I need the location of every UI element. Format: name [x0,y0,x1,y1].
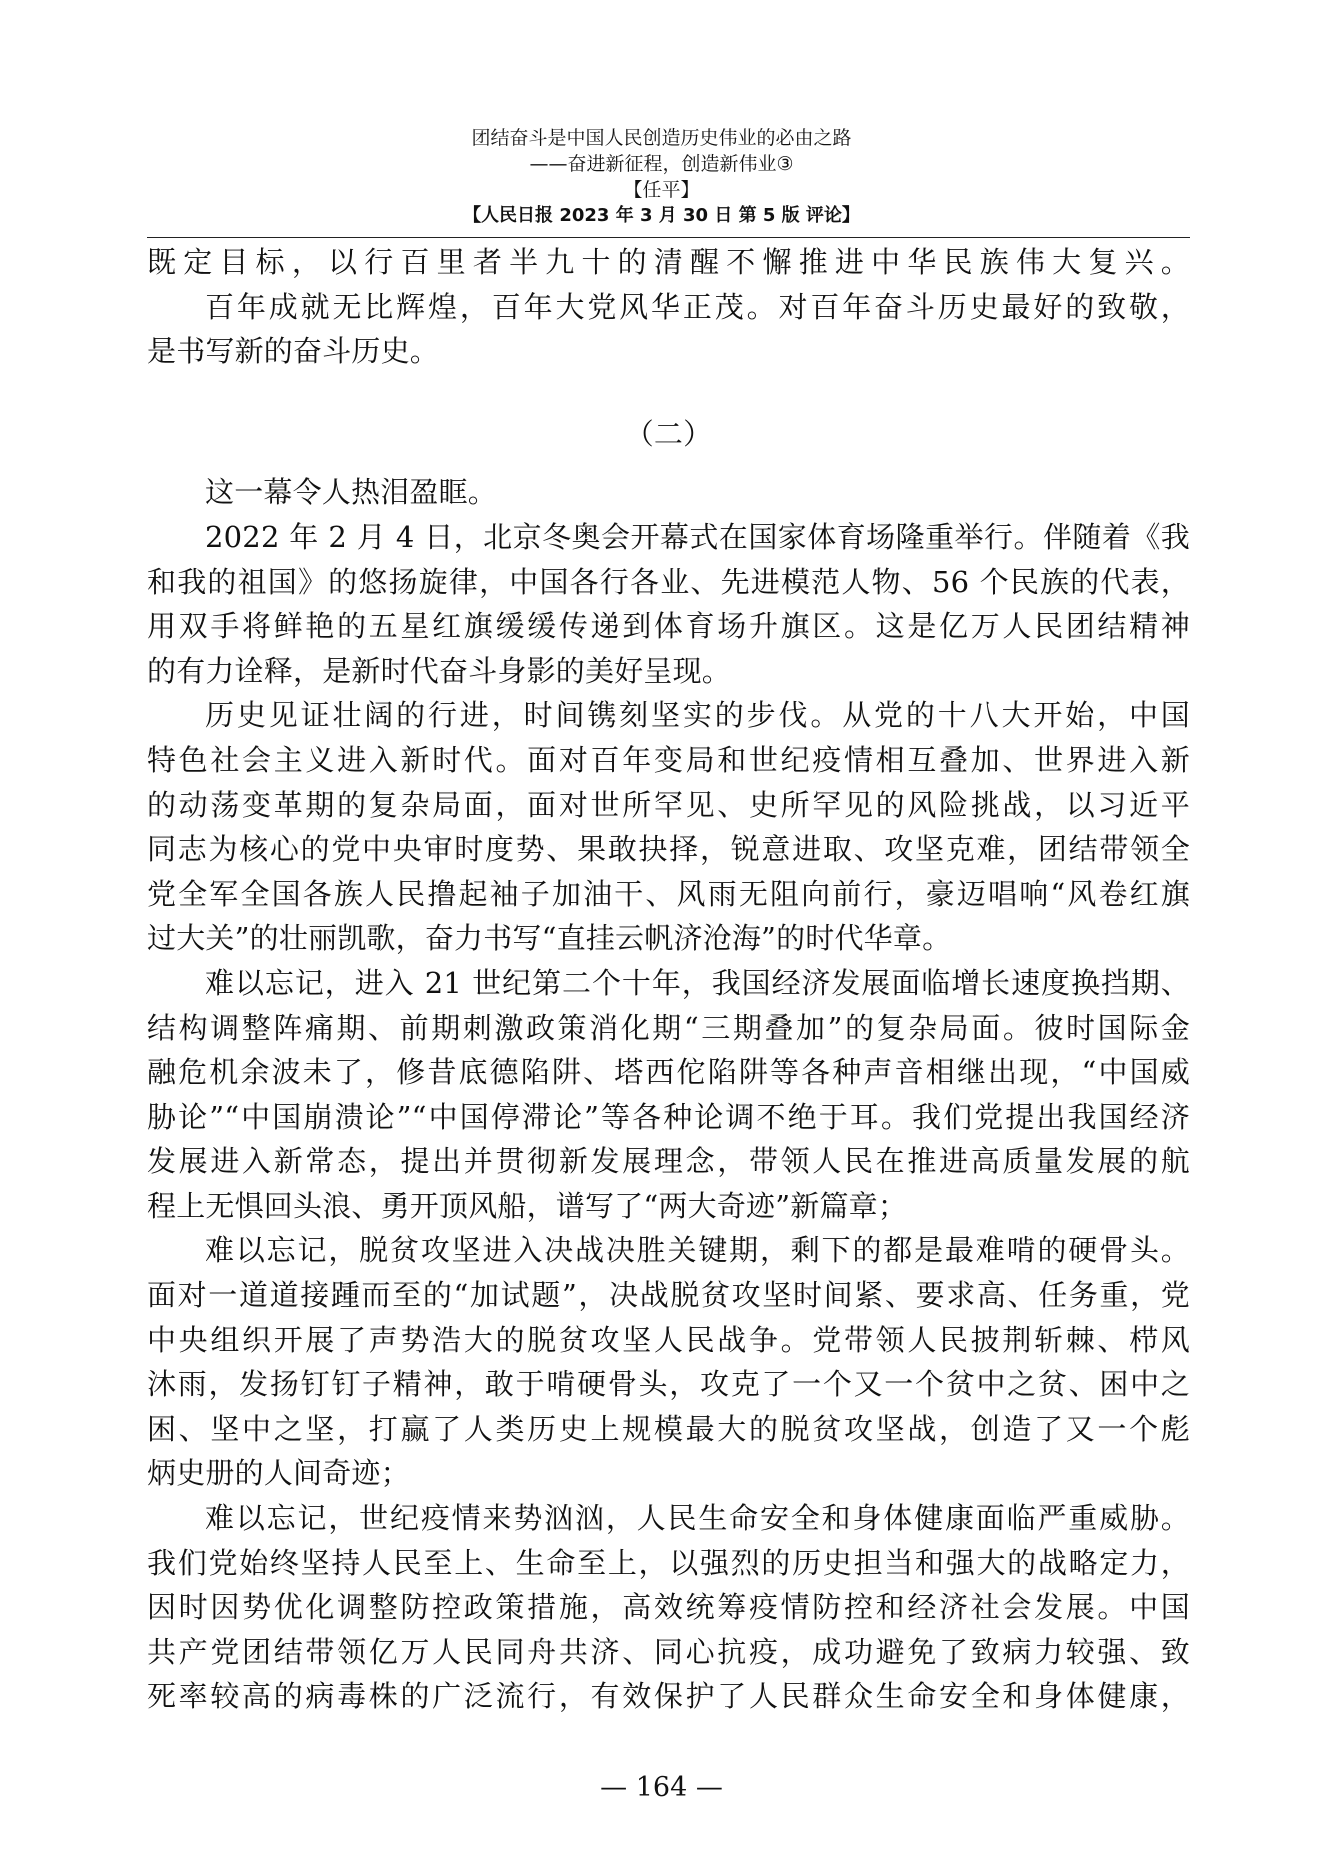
text-line: 我们党始终坚持人民至上、生命至上，以强烈的历史担当和强大的战略定力， [147,1545,1190,1580]
text-line: 2022 年 2 月 4 日，北京冬奥会开幕式在国家体育场隆重举行。伴随着《我 [205,519,1190,554]
text-line: 难以忘记，进入 21 世纪第二个十年，我国经济发展面临增长速度换挡期、 [205,965,1190,1000]
text-line: 因时因势优化调整防控政策措施，高效统筹疫情防控和经济社会发展。中国 [147,1590,1190,1625]
text-line: 同志为核心的党中央审时度势、果敢抉择，锐意进取、攻坚克难，团结带领全 [147,832,1190,867]
article-author: 【任平】 [623,179,700,201]
text-line: 程上无惧回头浪、勇开顶风船，谱写了“两大奇迹”新篇章； [147,1188,908,1223]
text-line: 用双手将鲜艳的五星红旗缓缓传递到体育场升旗区。这是亿万人民团结精神 [147,609,1190,644]
article-subtitle: ——奋进新征程，创造新伟业③ [529,153,794,175]
header-divider [147,237,1190,238]
text-line: 炳史册的人间奇迹； [147,1456,410,1491]
text-line: 死率较高的病毒株的广泛流行，有效保护了人民群众生命安全和身体健康， [147,1679,1190,1714]
article-body [147,240,1190,1719]
text-line: 既定目标，以行百里者半九十的清醒不懈推进中华民族伟大复兴。 [147,245,1190,279]
text-line: 难以忘记，脱贫攻坚进入决战决胜关键期，剩下的都是最难啃的硬骨头。 [205,1233,1190,1268]
text-line: 过大关”的壮丽凯歌，奋力书写“直挂云帆济沧海”的时代华章。 [147,921,952,956]
text-line: 这一幕令人热泪盈眶。 [205,475,498,510]
text-line: 的有力诠释，是新时代奋斗身影的美好呈现。 [147,653,732,688]
text-line: 是书写新的奋斗历史。 [147,334,440,369]
article-header [0,125,1323,229]
text-line: 困、坚中之坚，打赢了人类历史上规模最大的脱贫攻坚战，创造了又一个彪 [147,1411,1190,1446]
text-line: 面对一道道接踵而至的“加试题”，决战脱贫攻坚时间紧、要求高、任务重，党 [147,1278,1190,1313]
text-line: 结构调整阵痛期、前期刺激政策消化期“三期叠加”的复杂局面。彼时国际金 [147,1010,1190,1045]
text-line: 历史见证壮阔的行进，时间镌刻坚实的步伐。从党的十八大开始，中国 [205,698,1190,733]
text-line: 中央组织开展了声势浩大的脱贫攻坚人民战争。党带领人民披荆斩棘、栉风 [147,1322,1190,1357]
text-line: 发展进入新常态，提出并贯彻新发展理念，带领人民在推进高质量发展的航 [147,1144,1190,1179]
text-line: 党全军全国各族人民撸起袖子加油干、风雨无阻向前行，豪迈唱响“风卷红旗 [147,876,1190,911]
article-title: 团结奋斗是中国人民创造历史伟业的必由之路 [471,127,852,149]
text-line: 特色社会主义进入新时代。面对百年变局和世纪疫情相互叠加、世界进入新 [147,742,1190,777]
text-line: 共产党团结带领亿万人民同舟共济、同心抗疫，成功避免了致病力较强、致 [147,1634,1190,1669]
article-source: 【人民日报 2023 年 3 月 30 日 第 5 版 评论】 [463,205,860,226]
text-line: 百年成就无比辉煌，百年大党风华正茂。对百年奋斗历史最好的致敬， [205,289,1190,324]
text-line: 沐雨，发扬钉钉子精神，敢于啃硬骨头，攻克了一个又一个贫中之贫、困中之 [147,1367,1190,1402]
text-line: 胁论”“中国崩溃论”“中国停滞论”等各种论调不绝于耳。我们党提出我国经济 [147,1099,1190,1134]
text-line: 融危机余波未了，修昔底德陷阱、塔西佗陷阱等各种声音相继出现，“中国威 [147,1055,1190,1090]
section-number: （二） [624,416,713,451]
text-line: 难以忘记，世纪疫情来势汹汹，人民生命安全和身体健康面临严重威胁。 [205,1501,1190,1536]
text-line: 的动荡变革期的复杂局面，面对世所罕见、史所罕见的风险挑战，以习近平 [147,787,1190,822]
page-number: — 164 — [600,1772,723,1803]
text-line: 和我的祖国》的悠扬旋律，中国各行各业、先进模范人物、56 个民族的代表， [147,564,1190,599]
